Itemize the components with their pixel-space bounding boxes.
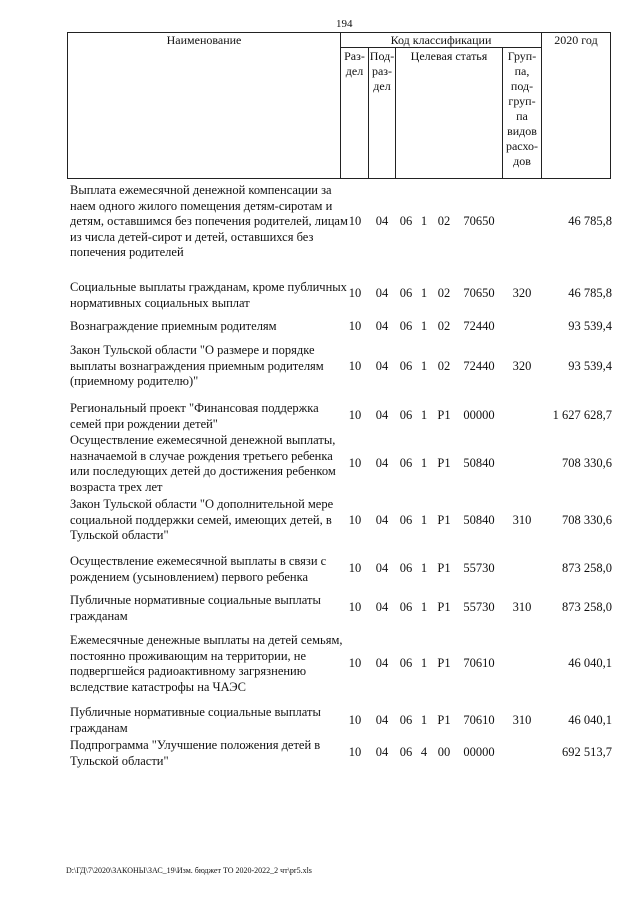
row-podrazdel: 04: [375, 513, 389, 527]
row-target-c: 00: [437, 745, 451, 759]
row-group: 320: [512, 359, 532, 373]
row-name: Закон Тульской области "О размере и порядке выплаты вознаграждения приемным родителям (приемному родителю)": [70, 343, 324, 388]
row-target-c: P1: [437, 656, 451, 670]
row-name: Осуществление ежемесячной денежной выплаты, назначаемой в случае рождения третьего ребенка или последующих детей до достижения ребенком возраста трех лет: [70, 433, 336, 494]
row-target-b: 1: [420, 408, 428, 422]
row-podrazdel: 04: [375, 656, 389, 670]
row-razdel: 10: [348, 319, 362, 333]
row-target-d: 55730: [463, 600, 495, 614]
row-razdel: 10: [348, 408, 362, 422]
header-target-cell: [395, 47, 503, 179]
row-razdel: 10: [348, 745, 362, 759]
row-target-a: 06: [399, 561, 413, 575]
row-podrazdel: 04: [375, 408, 389, 422]
row-amount: 93 539,4: [568, 359, 612, 373]
row-target-b: 1: [420, 359, 428, 373]
row-group: 310: [512, 513, 532, 527]
row-podrazdel: 04: [375, 600, 389, 614]
header-year-cell: [541, 32, 611, 179]
row-target-d: 70650: [463, 286, 495, 300]
row-amount: 708 330,6: [562, 513, 612, 527]
row-target-b: 1: [420, 319, 428, 333]
row-target-b: 1: [420, 513, 428, 527]
row-target-d: 00000: [463, 408, 495, 422]
row-target-b: 1: [420, 214, 428, 228]
row-target-d: 70650: [463, 214, 495, 228]
row-razdel: 10: [348, 513, 362, 527]
row-amount: 46 040,1: [568, 713, 612, 727]
row-target-c: P1: [437, 600, 451, 614]
header-podrazdel: Под- раз- дел: [369, 49, 395, 93]
row-target-d: 50840: [463, 513, 495, 527]
row-razdel: 10: [348, 456, 362, 470]
row-podrazdel: 04: [375, 745, 389, 759]
row-amount: 46 040,1: [568, 656, 612, 670]
row-target-c: 02: [437, 286, 451, 300]
row-name: Региональный проект "Финансовая поддержка семей при рождении детей": [70, 401, 319, 431]
row-target-a: 06: [399, 286, 413, 300]
row-target-c: 02: [437, 319, 451, 333]
row-name: Подпрограмма "Улучшение положения детей в Тульской области": [70, 738, 321, 768]
row-target-a: 06: [399, 456, 413, 470]
row-target-a: 06: [399, 656, 413, 670]
row-target-d: 55730: [463, 561, 495, 575]
header-name-cell: [67, 32, 341, 179]
row-target-c: 02: [437, 359, 451, 373]
row-name: Закон Тульской области "О дополнительной мере социальной поддержки семей, имеющих детей, в Тульской области": [70, 497, 334, 542]
row-target-b: 4: [420, 745, 428, 759]
row-group: 310: [512, 713, 532, 727]
row-razdel: 10: [348, 600, 362, 614]
row-podrazdel: 04: [375, 561, 389, 575]
row-target-b: 1: [420, 600, 428, 614]
row-target-d: 70610: [463, 713, 495, 727]
row-podrazdel: 04: [375, 456, 389, 470]
row-target-d: 50840: [463, 456, 495, 470]
row-target-c: P1: [437, 561, 451, 575]
row-target-a: 06: [399, 359, 413, 373]
row-target-d: 00000: [463, 745, 495, 759]
row-group: 310: [512, 600, 532, 614]
row-target-b: 1: [420, 561, 428, 575]
header-year: 2020 год: [554, 33, 598, 47]
row-amount: 692 513,7: [562, 745, 612, 759]
header-group: Груп- па, под- груп- па видов расхо- дов: [505, 49, 539, 168]
row-group: 320: [512, 286, 532, 300]
row-podrazdel: 04: [375, 214, 389, 228]
row-target-a: 06: [399, 214, 413, 228]
row-target-a: 06: [399, 745, 413, 759]
row-amount: 93 539,4: [568, 319, 612, 333]
row-target-b: 1: [420, 286, 428, 300]
row-name: Социальные выплаты гражданам, кроме публичных нормативных социальных выплат: [70, 280, 347, 310]
row-razdel: 10: [348, 286, 362, 300]
row-name: Осуществление ежемесячной выплаты в связи с рождением (усыновлением) первого ребенка: [70, 554, 327, 584]
header-target: Целевая статья: [410, 49, 488, 63]
row-name: Публичные нормативные социальные выплаты гражданам: [70, 705, 321, 735]
row-amount: 708 330,6: [562, 456, 612, 470]
row-razdel: 10: [348, 214, 362, 228]
row-amount: 1 627 628,7: [552, 408, 612, 422]
row-podrazdel: 04: [375, 319, 389, 333]
row-target-b: 1: [420, 456, 428, 470]
row-target-c: P1: [437, 456, 451, 470]
file-path-footer: D:\ГД\7\2020\ЗАКОНЫ\ЗАС_19\Изм. бюджет ТО 2020-2022_2 чт\pr5.xls: [66, 866, 312, 875]
page-number: 194: [336, 18, 353, 30]
row-razdel: 10: [348, 656, 362, 670]
row-amount: 46 785,8: [568, 286, 612, 300]
row-name: Вознаграждение приемным родителям: [70, 319, 277, 333]
row-name: Публичные нормативные социальные выплаты гражданам: [70, 593, 321, 623]
header-name: Наименование: [166, 33, 242, 47]
row-target-a: 06: [399, 713, 413, 727]
row-target-c: 02: [437, 214, 451, 228]
row-name: Ежемесячные денежные выплаты на детей семьям, постоянно проживающим на территории, не подвергшейся радиоактивному загрязнению вследствие катастрофы на ЧАЭС: [70, 633, 343, 694]
row-razdel: 10: [348, 359, 362, 373]
header-code: Код классификации: [390, 33, 492, 47]
row-target-b: 1: [420, 656, 428, 670]
row-target-d: 70610: [463, 656, 495, 670]
row-razdel: 10: [348, 713, 362, 727]
row-amount: 873 258,0: [562, 561, 612, 575]
row-target-c: P1: [437, 513, 451, 527]
row-target-a: 06: [399, 408, 413, 422]
row-amount: 873 258,0: [562, 600, 612, 614]
row-target-a: 06: [399, 600, 413, 614]
row-target-b: 1: [420, 713, 428, 727]
row-podrazdel: 04: [375, 286, 389, 300]
row-target-a: 06: [399, 513, 413, 527]
row-target-c: P1: [437, 408, 451, 422]
row-name: Выплата ежемесячной денежной компенсации за наем одного жилого помещения детям-сиротам и детям, оставшимся без попечения родителей, лицам из числа детей-сирот и детей, оставшихся без попечения родителей: [70, 183, 348, 259]
row-target-d: 72440: [463, 319, 495, 333]
row-razdel: 10: [348, 561, 362, 575]
row-podrazdel: 04: [375, 713, 389, 727]
header-razdel: Раз- дел: [344, 49, 365, 78]
row-amount: 46 785,8: [568, 214, 612, 228]
row-podrazdel: 04: [375, 359, 389, 373]
row-target-a: 06: [399, 319, 413, 333]
row-target-d: 72440: [463, 359, 495, 373]
row-target-c: P1: [437, 713, 451, 727]
